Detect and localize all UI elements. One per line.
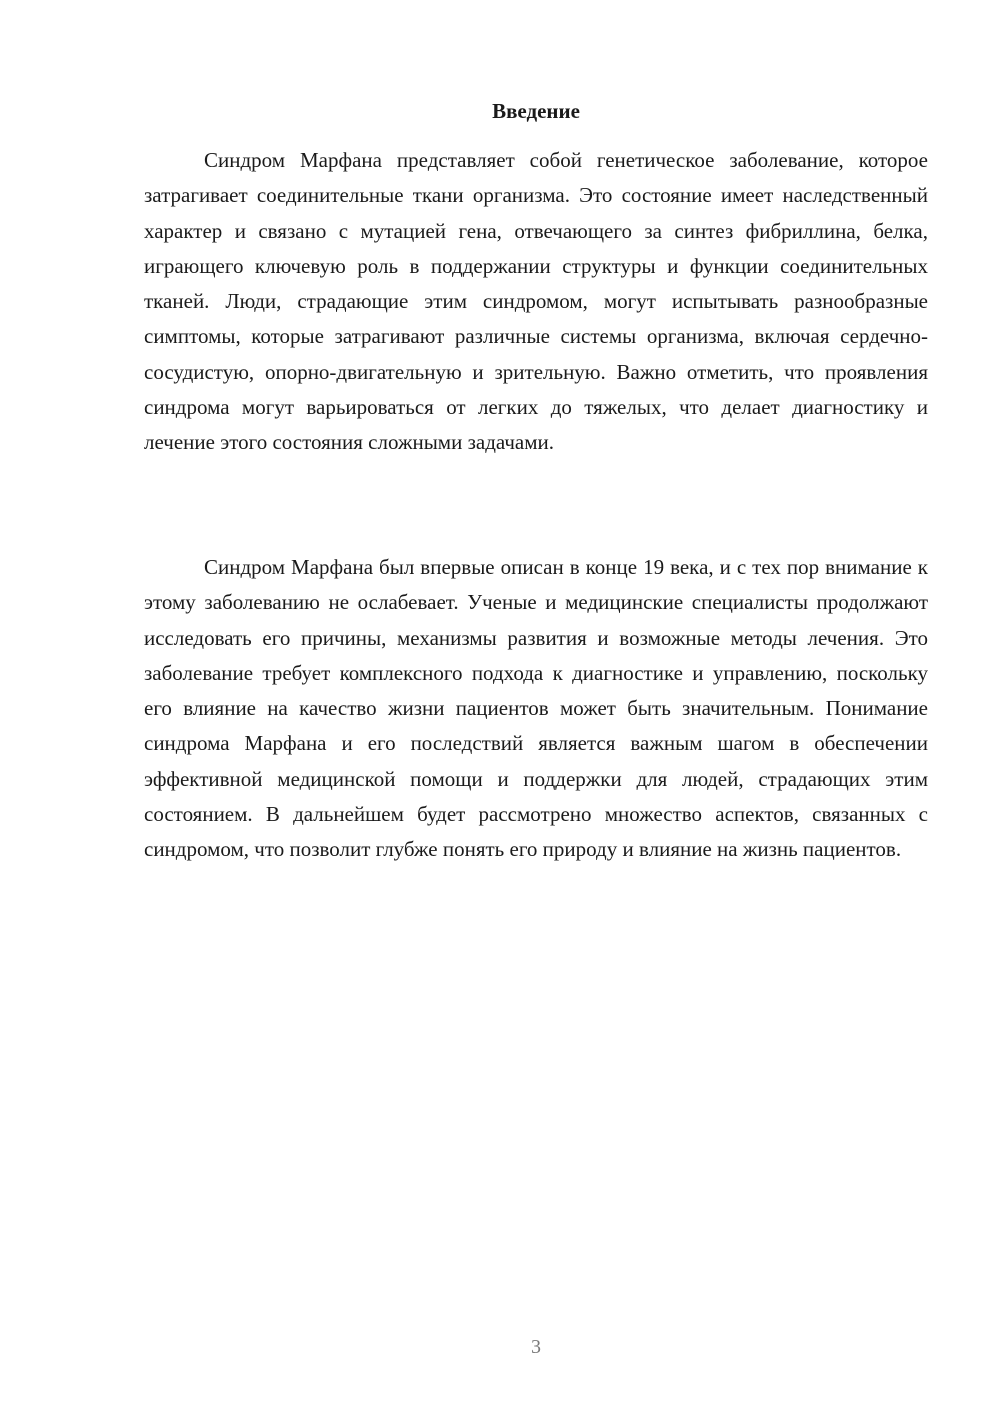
intro-paragraph-2: Синдром Марфана был впервые описан в конце 19 века, и с тех пор внимание к этому заболеванию не ослабевает. Ученые и медицинские специалисты продолжают исследовать его причины, механизмы развития и возможные методы лечения. Это заболевание требует комплексного подхода к диагностике и управлению, поскольку его влияние на качество жизни пациентов может быть значительным. Понимание синдрома Марфана и его последствий является важным шагом в обеспечении эффективной медицинской помощи и поддержки для людей, страдающих этим состоянием. В дальнейшем будет рассмотрено множество аспектов, связанных с синдромом, что позволит глубже понять его природу и влияние на жизнь пациентов. [144,555,928,862]
intro-paragraph-1: Синдром Марфана представляет собой генетическое заболевание, которое затрагивает соединительные ткани организма. Это состояние имеет наследственный характер и связано с мутацией гена, отвечающего за синтез фибриллина, белка, играющего ключевую роль в поддержании структуры и функции соединительных тканей. Люди, страдающие этим синдромом, могут испытывать разнообразные симптомы, которые затрагивают различные системы организма, включая сердечно-сосудистую, опорно-двигательную и зрительную. Важно отметить, что проявления синдрома могут варьироваться от легких до тяжелых, что делает диагностику и лечение этого состояния сложными задачами. [144,148,928,455]
section-heading: Введение [492,99,580,123]
page-number: 3 [531,1336,541,1358]
